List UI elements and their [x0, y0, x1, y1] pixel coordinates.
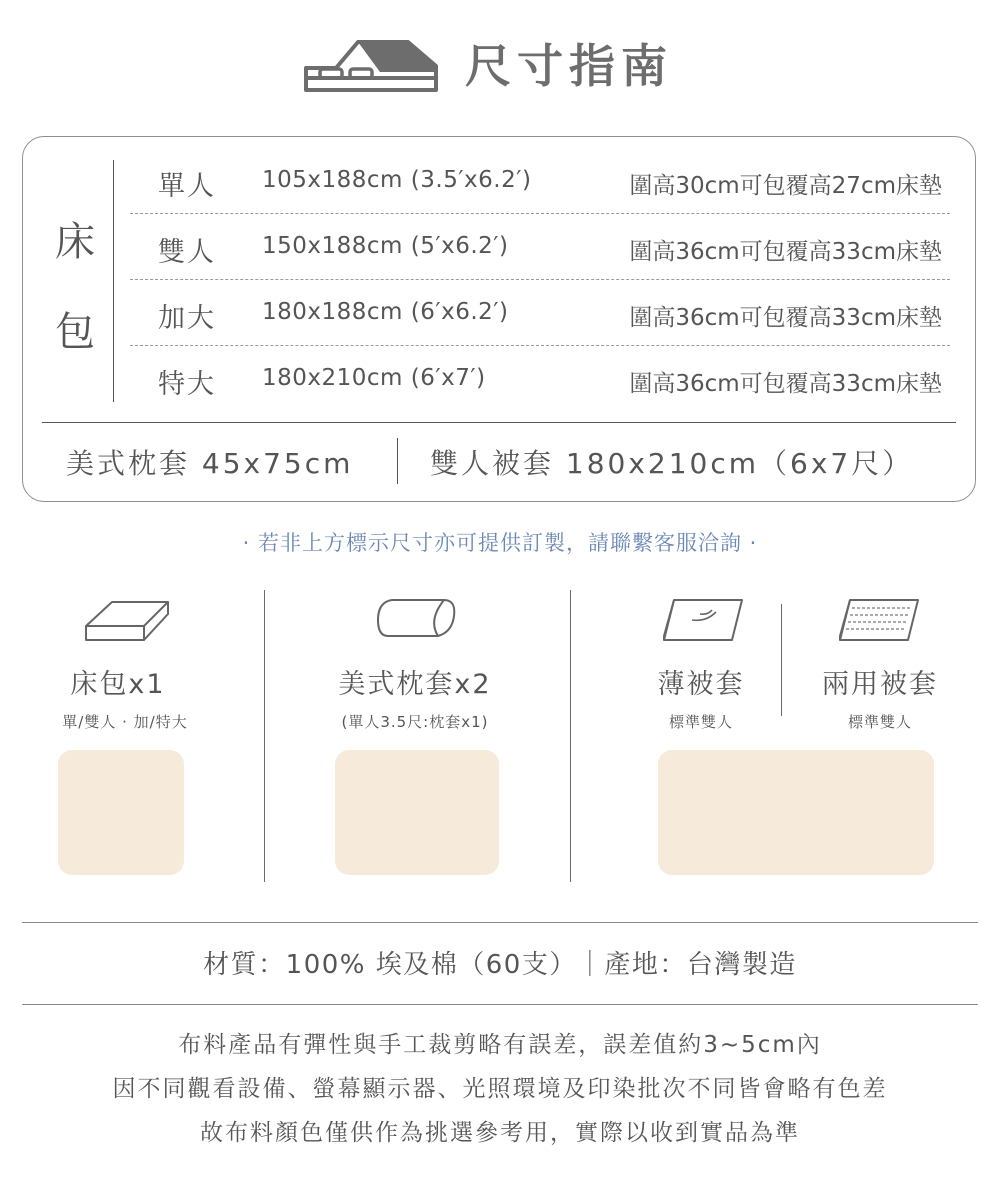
color-swatch	[658, 750, 934, 875]
pillowcase-size: 美式枕套 45x75cm	[66, 447, 354, 480]
quilt-icon	[836, 596, 922, 646]
product-name: 兩用被套	[822, 669, 938, 700]
fitted-sheet-label-1: 床	[55, 219, 95, 265]
divider	[264, 590, 265, 882]
divider	[113, 160, 114, 402]
divider	[42, 422, 956, 423]
size-row-king	[130, 346, 952, 412]
size-row-double	[130, 214, 952, 280]
thin-duvet-icon	[660, 596, 746, 646]
size-name: 雙人	[158, 237, 216, 268]
material-origin: 材質：100% 埃及棉（60支）｜產地：台灣製造	[203, 950, 797, 980]
divider	[22, 922, 978, 923]
custom-order-note: · 若非上方標示尺寸亦可提供訂製，請聯繫客服洽詢 ·	[242, 531, 758, 555]
size-dimension: 180x188cm (6′x6.2′)	[262, 299, 509, 325]
size-name: 加大	[158, 303, 216, 334]
size-row-single	[130, 148, 952, 214]
fitted-sheet-label-2: 包	[55, 309, 95, 355]
color-swatch	[58, 750, 184, 875]
disclaimer-line: 布料產品有彈性與手工裁剪略有誤差，誤差值約3~5cm內	[178, 1032, 822, 1058]
size-name: 單人	[158, 171, 216, 202]
size-fit: 圍高36cm可包覆高33cm床墊	[629, 371, 942, 397]
product-name: 薄被套	[657, 669, 745, 700]
disclaimer-line: 故布料顏色僅供作為挑選參考用，實際以收到實品為準	[200, 1120, 800, 1146]
product-name: 美式枕套x2	[338, 669, 492, 700]
size-fit: 圍高30cm可包覆高27cm床墊	[629, 173, 942, 199]
product-name: 床包x1	[70, 669, 166, 700]
color-swatch	[335, 750, 499, 875]
size-fit: 圍高36cm可包覆高33cm床墊	[629, 305, 942, 331]
size-dimension: 150x188cm (5′x6.2′)	[262, 233, 509, 259]
product-subtitle: (單人3.5尺:枕套x1)	[341, 713, 489, 731]
divider	[570, 590, 571, 882]
size-dimension: 105x188cm (3.5′x6.2′)	[262, 167, 532, 193]
product-subtitle: 標準雙人	[668, 713, 733, 731]
divider	[397, 438, 398, 484]
divider	[781, 604, 782, 716]
fitted-sheet-icon	[82, 596, 172, 646]
duvet-size: 雙人被套 180x210cm（6x7尺）	[430, 447, 914, 480]
divider	[22, 1004, 978, 1005]
pillow-icon	[374, 596, 460, 640]
product-subtitle: 單/雙人 · 加/特大	[62, 713, 188, 731]
bed-house-icon	[300, 36, 440, 96]
product-subtitle: 標準雙人	[847, 713, 912, 731]
size-name: 特大	[158, 369, 216, 400]
size-row-queen	[130, 280, 952, 346]
disclaimer-line: 因不同觀看設備、螢幕顯示器、光照環境及印染批次不同皆會略有色差	[112, 1076, 888, 1102]
page-title: 尺寸指南	[465, 39, 673, 93]
size-dimension: 180x210cm (6′x7′)	[262, 365, 486, 391]
size-fit: 圍高36cm可包覆高33cm床墊	[629, 239, 942, 265]
